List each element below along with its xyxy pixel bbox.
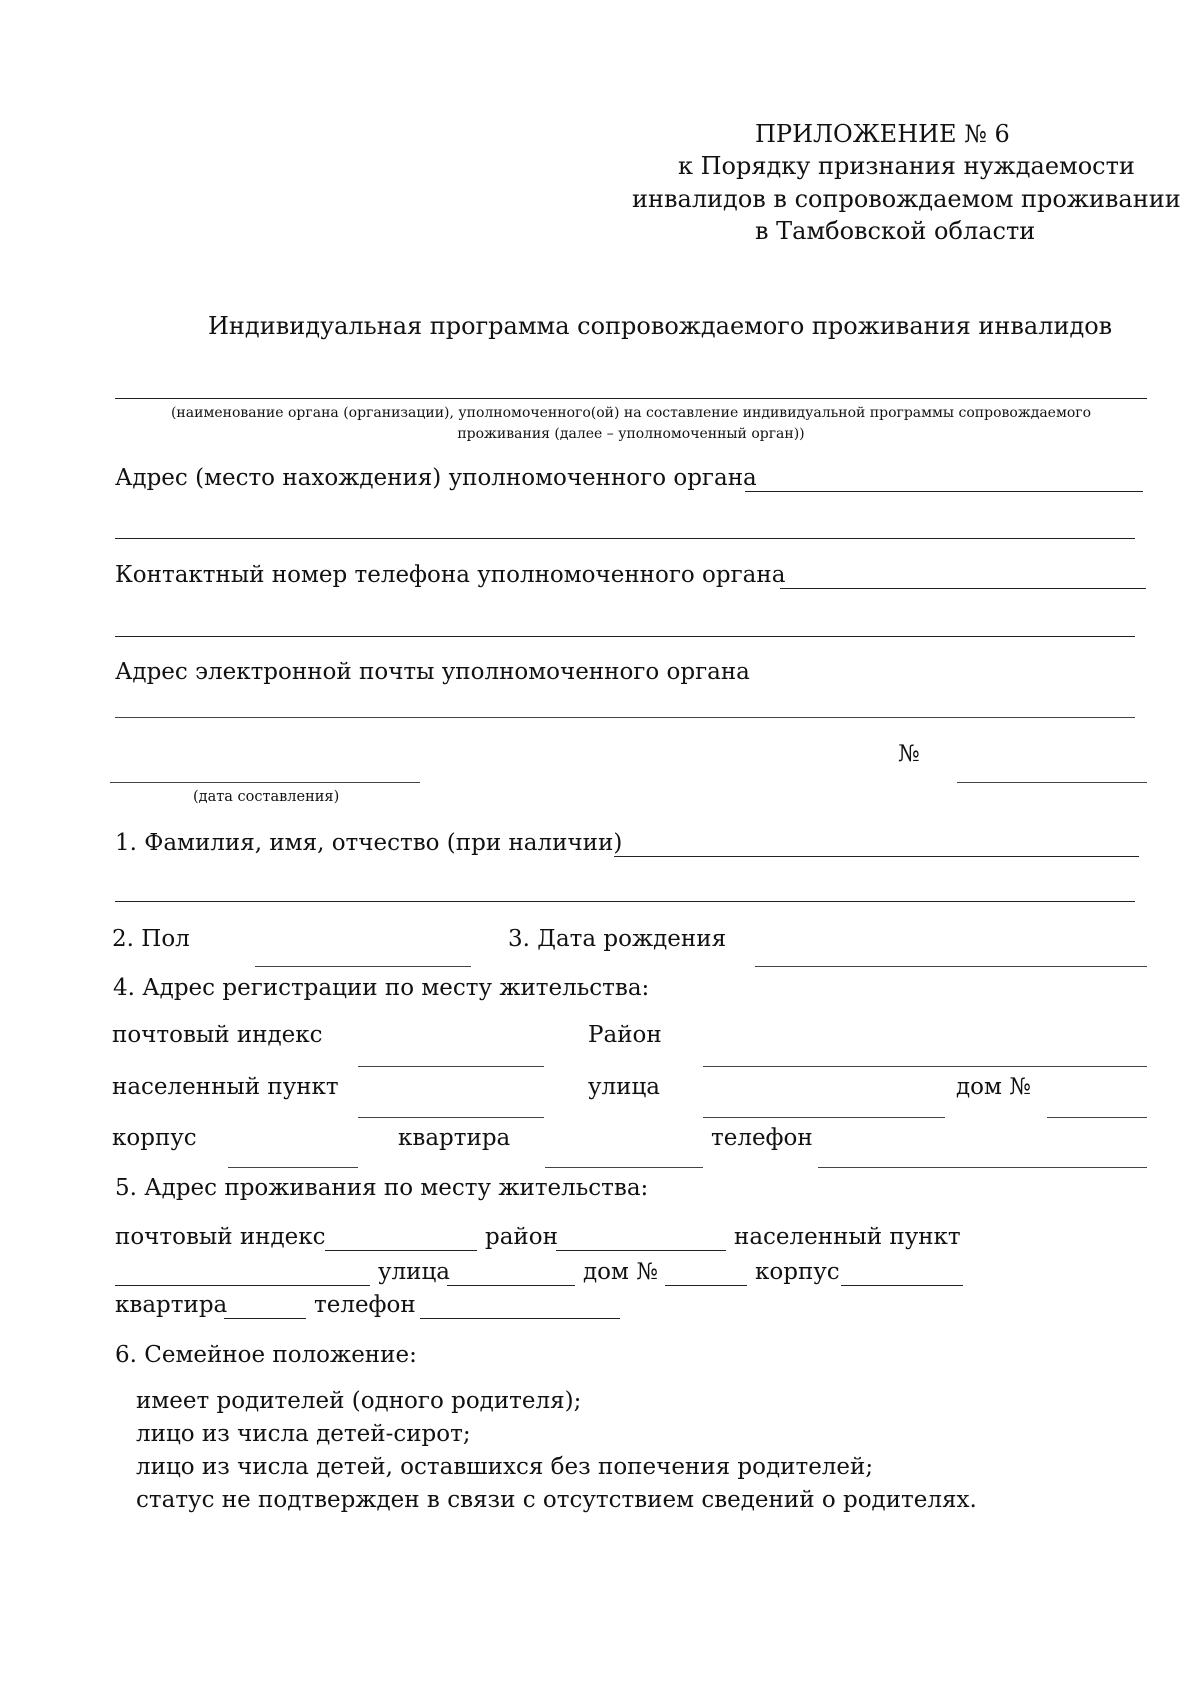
- date-field[interactable]: [110, 782, 420, 783]
- address-field-line-2[interactable]: [115, 538, 1135, 539]
- number-field[interactable]: [957, 782, 1147, 783]
- res-street-field[interactable]: [447, 1285, 575, 1286]
- sex-field[interactable]: [255, 966, 471, 967]
- appendix-line-2: к Порядку признания нуждаемости: [678, 152, 1135, 180]
- section-2-sex-label: 2. Пол: [112, 926, 190, 952]
- appendix-line-4: в Тамбовской области: [755, 217, 1036, 245]
- address-field[interactable]: [745, 491, 1143, 492]
- org-name-caption-1: (наименование органа (организации), уполномоченного(ой) на составление индивидуальной программы сопровождаемого: [170, 405, 1092, 421]
- reg-phone-field[interactable]: [818, 1167, 1147, 1168]
- email-field[interactable]: [115, 717, 1135, 718]
- res-house-label: дом №: [583, 1259, 658, 1285]
- reg-settlement-field[interactable]: [358, 1117, 544, 1118]
- reg-apartment-field[interactable]: [545, 1167, 703, 1168]
- reg-district-label: Район: [588, 1022, 662, 1048]
- reg-postal-field[interactable]: [358, 1066, 544, 1067]
- reg-street-field[interactable]: [703, 1117, 945, 1118]
- phone-field[interactable]: [780, 588, 1146, 589]
- res-postal-label: почтовый индекс: [115, 1224, 326, 1250]
- section-5-residence-label: 5. Адрес проживания по месту жительства:: [115, 1175, 649, 1201]
- reg-phone-label: телефон: [711, 1125, 813, 1151]
- phone-label: Контактный номер телефона уполномоченного органа: [115, 562, 786, 588]
- res-house-field[interactable]: [665, 1285, 747, 1286]
- family-option-no-care: лицо из числа детей, оставшихся без попечения родителей;: [136, 1454, 874, 1480]
- number-sign: №: [898, 741, 920, 767]
- family-option-unconfirmed: статус не подтвержден в связи с отсутствием сведений о родителях.: [136, 1487, 977, 1513]
- reg-apartment-label: квартира: [398, 1125, 511, 1151]
- reg-street-label: улица: [588, 1074, 660, 1100]
- reg-settlement-label: населенный пункт: [112, 1074, 339, 1100]
- org-name-caption-2: проживания (далее – уполномоченный орган)): [457, 426, 805, 442]
- reg-building-label: корпус: [112, 1125, 197, 1151]
- date-caption: (дата составления): [193, 789, 340, 805]
- res-district-label: район: [485, 1224, 558, 1250]
- reg-house-label: дом №: [956, 1074, 1031, 1100]
- res-phone-label: телефон: [314, 1292, 416, 1318]
- org-name-field[interactable]: [115, 398, 1147, 399]
- section-6-family-label: 6. Семейное положение:: [115, 1342, 417, 1368]
- email-label: Адрес электронной почты уполномоченного органа: [115, 659, 750, 685]
- res-settlement-field[interactable]: [115, 1285, 370, 1286]
- res-postal-field[interactable]: [325, 1250, 477, 1251]
- res-street-label: улица: [378, 1259, 450, 1285]
- document-title: Индивидуальная программа сопровождаемого проживания инвалидов: [208, 312, 1113, 340]
- section-1-fio-label: 1. Фамилия, имя, отчество (при наличии): [115, 830, 623, 856]
- reg-postal-label: почтовый индекс: [112, 1022, 323, 1048]
- appendix-number: ПРИЛОЖЕНИЕ № 6: [755, 120, 1010, 148]
- reg-house-field[interactable]: [1047, 1117, 1147, 1118]
- reg-building-field[interactable]: [228, 1167, 358, 1168]
- res-phone-field[interactable]: [420, 1318, 620, 1319]
- res-settlement-label: населенный пункт: [734, 1224, 961, 1250]
- family-option-orphan: лицо из числа детей-сирот;: [136, 1421, 471, 1447]
- res-district-field[interactable]: [556, 1250, 726, 1251]
- family-option-parents: имеет родителей (одного родителя);: [136, 1388, 582, 1414]
- address-label: Адрес (место нахождения) уполномоченного органа: [115, 465, 757, 491]
- phone-field-line-2[interactable]: [115, 636, 1135, 637]
- fio-field[interactable]: [614, 856, 1139, 857]
- section-3-birthdate-label: 3. Дата рождения: [508, 926, 727, 952]
- res-building-label: корпус: [755, 1259, 840, 1285]
- res-apartment-field[interactable]: [224, 1318, 306, 1319]
- appendix-line-3: инвалидов в сопровождаемом проживании: [632, 185, 1181, 213]
- res-building-field[interactable]: [841, 1285, 963, 1286]
- section-4-registration-label: 4. Адрес регистрации по месту жительства:: [113, 975, 650, 1001]
- res-apartment-label: квартира: [115, 1292, 228, 1318]
- birthdate-field[interactable]: [755, 966, 1147, 967]
- fio-field-line-2[interactable]: [115, 901, 1135, 902]
- reg-district-field[interactable]: [703, 1066, 1147, 1067]
